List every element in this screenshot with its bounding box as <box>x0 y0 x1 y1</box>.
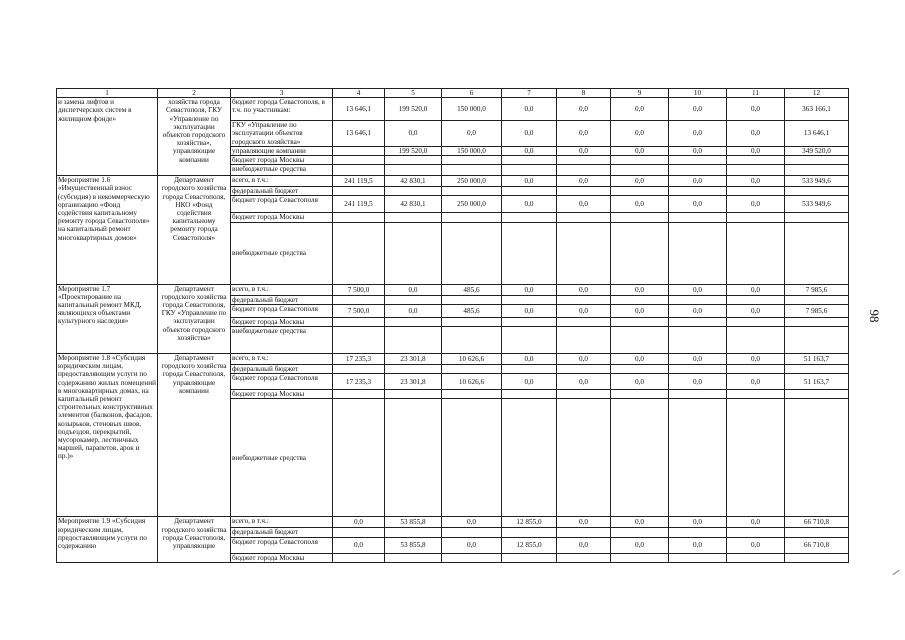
amount-cell <box>727 528 785 537</box>
amount-cell: 0,0 <box>557 304 611 317</box>
amount-cell <box>557 528 611 537</box>
executor-cell: Департамент городского хозяйства города Севастополя, ГКУ «Управление по эксплуатации объектов городского хозяйства» <box>158 284 231 353</box>
amount-cell <box>727 553 785 562</box>
amount-cell <box>727 327 785 354</box>
funding-source-cell: внебюджетные средства <box>231 165 333 176</box>
amount-cell: 485,6 <box>442 304 502 317</box>
amount-cell: 363 166,1 <box>785 98 849 121</box>
amount-cell <box>557 165 611 176</box>
amount-cell <box>669 365 727 374</box>
funding-source-cell: бюджет города Москвы <box>231 317 333 326</box>
executor-cell: Департамент городского хозяйства города Севастополя, управляющие компании <box>158 354 231 517</box>
amount-cell <box>557 327 611 354</box>
amount-cell <box>502 399 557 517</box>
amount-cell <box>611 165 669 176</box>
amount-cell: 51 163,7 <box>785 374 849 390</box>
amount-cell <box>385 213 442 222</box>
amount-cell: 0,0 <box>557 284 611 295</box>
activity-cell: Мероприятие 1.6 «Имущественный взнос (субсидия) в некоммерческую организацию «Фонд содействия капитальному ремонту города Севастополя» на капитальный ремонт многоквартирных домов» <box>57 176 158 284</box>
amount-cell: 12 855,0 <box>502 517 557 528</box>
amount-cell <box>557 222 611 284</box>
amount-cell: 0,0 <box>611 517 669 528</box>
amount-cell <box>557 187 611 196</box>
amount-cell: 199 520,0 <box>385 98 442 121</box>
amount-cell <box>611 317 669 326</box>
funding-source-cell: внебюджетные средства <box>231 222 333 284</box>
amount-cell: 533 949,6 <box>785 176 849 187</box>
column-number: 9 <box>611 89 669 98</box>
amount-cell <box>727 213 785 222</box>
activity-cell: Мероприятие 1.8 «Субсидия юридическим лицам, предоставляющим услуги по содержанию жилых помещений в многоквартирных домах, на капитальный ремонт строительных конструктивных элементов (балконов, фасадов, козырьков, стеновых швов, подъездов, перекрытий, мусорокамер, лестничных маршей, парапетов, арок и пр.)» <box>57 354 158 517</box>
amount-cell: 0,0 <box>611 98 669 121</box>
amount-cell: 0,0 <box>442 517 502 528</box>
amount-cell <box>502 222 557 284</box>
amount-cell: 0,0 <box>557 196 611 213</box>
amount-cell <box>785 399 849 517</box>
amount-cell <box>442 528 502 537</box>
column-number: 12 <box>785 89 849 98</box>
amount-cell: 0,0 <box>669 537 727 553</box>
amount-cell <box>557 156 611 165</box>
amount-cell <box>669 528 727 537</box>
amount-cell: 0,0 <box>727 354 785 365</box>
column-number: 6 <box>442 89 502 98</box>
amount-cell: 0,0 <box>669 176 727 187</box>
amount-cell <box>669 295 727 304</box>
funding-source-cell: всего, в т.ч.: <box>231 354 333 365</box>
amount-cell: 0,0 <box>727 121 785 147</box>
amount-cell: 250 000,0 <box>442 196 502 213</box>
amount-cell: 0,0 <box>669 374 727 390</box>
amount-cell: 0,0 <box>727 374 785 390</box>
amount-cell: 13 646,1 <box>785 121 849 147</box>
amount-cell: 150 000,0 <box>442 146 502 155</box>
amount-cell: 0,0 <box>611 146 669 155</box>
amount-cell: 0,0 <box>557 354 611 365</box>
amount-cell: 66 710,8 <box>785 537 849 553</box>
amount-cell <box>385 528 442 537</box>
amount-cell: 0,0 <box>385 284 442 295</box>
amount-cell <box>502 528 557 537</box>
amount-cell: 0,0 <box>557 374 611 390</box>
column-number: 10 <box>669 89 727 98</box>
amount-cell: 0,0 <box>442 537 502 553</box>
column-number: 1 <box>57 89 158 98</box>
amount-cell <box>333 222 385 284</box>
amount-cell <box>557 213 611 222</box>
amount-cell <box>557 399 611 517</box>
amount-cell <box>669 317 727 326</box>
activity-cell: Мероприятие 1.7 «Проектирование на капитальный ремонт МКД, являющихся объектами культурного наследия» <box>57 284 158 353</box>
column-number: 2 <box>158 89 231 98</box>
amount-cell: 0,0 <box>669 517 727 528</box>
amount-cell <box>669 553 727 562</box>
funding-source-cell: всего, в т.ч.: <box>231 517 333 528</box>
amount-cell <box>385 156 442 165</box>
amount-cell <box>333 317 385 326</box>
funding-source-cell: внебюджетные средства <box>231 399 333 517</box>
amount-cell: 0,0 <box>557 98 611 121</box>
amount-cell: 7 500,0 <box>333 284 385 295</box>
activity-cell: и замена лифтов и диспетчерских систем в жилищном фонде» <box>57 98 158 176</box>
amount-cell: 23 301,8 <box>385 354 442 365</box>
amount-cell: 0,0 <box>502 284 557 295</box>
amount-cell: 0,0 <box>669 121 727 147</box>
amount-cell: 0,0 <box>557 517 611 528</box>
amount-cell <box>785 295 849 304</box>
amount-cell: 0,0 <box>611 304 669 317</box>
funding-source-cell: внебюджетные средства <box>231 327 333 354</box>
amount-cell: 10 626,6 <box>442 374 502 390</box>
amount-cell: 150 000,0 <box>442 98 502 121</box>
amount-cell <box>333 399 385 517</box>
amount-cell <box>611 390 669 399</box>
amount-cell: 349 520,0 <box>785 146 849 155</box>
amount-cell <box>557 390 611 399</box>
amount-cell: 0,0 <box>727 304 785 317</box>
amount-cell: 0,0 <box>669 196 727 213</box>
table-row <box>57 284 849 295</box>
activity-cell: Мероприятие 1.9 «Субсидия юридическим лицам, предоставляющим услуги по содержанию <box>57 517 158 562</box>
amount-cell <box>785 327 849 354</box>
amount-cell <box>611 553 669 562</box>
amount-cell <box>333 390 385 399</box>
amount-cell <box>442 317 502 326</box>
amount-cell <box>385 399 442 517</box>
amount-cell: 0,0 <box>502 196 557 213</box>
table-row <box>57 98 849 121</box>
amount-cell <box>442 156 502 165</box>
amount-cell: 13 646,1 <box>333 98 385 121</box>
funding-source-cell: бюджет города Севастополя <box>231 537 333 553</box>
amount-cell <box>669 327 727 354</box>
amount-cell <box>727 165 785 176</box>
amount-cell <box>727 399 785 517</box>
amount-cell: 23 301,8 <box>385 374 442 390</box>
amount-cell <box>502 327 557 354</box>
amount-cell: 0,0 <box>385 121 442 147</box>
amount-cell <box>502 553 557 562</box>
amount-cell: 0,0 <box>502 98 557 121</box>
amount-cell: 0,0 <box>669 304 727 317</box>
amount-cell: 7 985,6 <box>785 284 849 295</box>
table-row <box>57 354 849 365</box>
amount-cell <box>442 165 502 176</box>
amount-cell <box>502 165 557 176</box>
amount-cell: 0,0 <box>611 176 669 187</box>
amount-cell <box>502 156 557 165</box>
amount-cell <box>333 528 385 537</box>
amount-cell <box>442 365 502 374</box>
amount-cell: 51 163,7 <box>785 354 849 365</box>
amount-cell: 0,0 <box>502 121 557 147</box>
amount-cell: 0,0 <box>669 98 727 121</box>
amount-cell <box>785 187 849 196</box>
amount-cell <box>333 327 385 354</box>
amount-cell: 0,0 <box>557 146 611 155</box>
amount-cell <box>385 222 442 284</box>
amount-cell: 0,0 <box>502 146 557 155</box>
amount-cell <box>333 146 385 155</box>
amount-cell <box>557 317 611 326</box>
amount-cell <box>611 222 669 284</box>
amount-cell: 250 000,0 <box>442 176 502 187</box>
funding-source-cell: бюджет города Севастополя <box>231 304 333 317</box>
column-number: 8 <box>557 89 611 98</box>
amount-cell: 0,0 <box>727 98 785 121</box>
amount-cell: 0,0 <box>727 146 785 155</box>
column-number: 7 <box>502 89 557 98</box>
page-number: 98 <box>867 309 882 323</box>
amount-cell <box>385 390 442 399</box>
amount-cell <box>385 553 442 562</box>
amount-cell: 0,0 <box>611 121 669 147</box>
amount-cell <box>727 222 785 284</box>
amount-cell <box>727 295 785 304</box>
funding-source-cell: бюджет города Севастополя, в т.ч. по участникам: <box>231 98 333 121</box>
amount-cell: 0,0 <box>502 176 557 187</box>
amount-cell: 533 949,6 <box>785 196 849 213</box>
funding-source-cell: бюджет города Москвы <box>231 553 333 562</box>
amount-cell <box>785 365 849 374</box>
executor-cell: Департамент городского хозяйства города Севастополя, управляющие <box>158 517 231 562</box>
table-body <box>57 89 849 563</box>
funding-source-cell: бюджет города Москвы <box>231 213 333 222</box>
amount-cell <box>502 365 557 374</box>
amount-cell <box>669 213 727 222</box>
amount-cell: 0,0 <box>669 354 727 365</box>
amount-cell <box>557 365 611 374</box>
amount-cell: 0,0 <box>727 176 785 187</box>
amount-cell <box>611 365 669 374</box>
amount-cell: 0,0 <box>502 374 557 390</box>
table-row <box>57 517 849 528</box>
amount-cell: 241 119,5 <box>333 176 385 187</box>
amount-cell <box>385 327 442 354</box>
amount-cell <box>385 317 442 326</box>
amount-cell: 12 855,0 <box>502 537 557 553</box>
amount-cell: 7 500,0 <box>333 304 385 317</box>
amount-cell <box>611 213 669 222</box>
column-number: 5 <box>385 89 442 98</box>
funding-source-cell: федеральный бюджет <box>231 295 333 304</box>
column-number: 3 <box>231 89 333 98</box>
amount-cell <box>611 399 669 517</box>
amount-cell <box>502 295 557 304</box>
amount-cell: 199 520,0 <box>385 146 442 155</box>
amount-cell <box>557 295 611 304</box>
amount-cell: 0,0 <box>611 196 669 213</box>
amount-cell <box>727 317 785 326</box>
amount-cell: 42 830,1 <box>385 196 442 213</box>
amount-cell: 0,0 <box>669 284 727 295</box>
amount-cell <box>442 222 502 284</box>
amount-cell <box>442 295 502 304</box>
amount-cell <box>785 528 849 537</box>
amount-cell: 0,0 <box>557 176 611 187</box>
amount-cell <box>669 165 727 176</box>
amount-cell <box>669 222 727 284</box>
amount-cell: 17 235,3 <box>333 374 385 390</box>
amount-cell <box>785 317 849 326</box>
funding-source-cell: федеральный бюджет <box>231 187 333 196</box>
funding-source-cell: бюджет города Севастополя <box>231 196 333 213</box>
amount-cell: 53 855,8 <box>385 517 442 528</box>
amount-cell: 0,0 <box>727 537 785 553</box>
amount-cell: 0,0 <box>611 354 669 365</box>
amount-cell: 53 855,8 <box>385 537 442 553</box>
amount-cell: 13 646,1 <box>333 121 385 147</box>
amount-cell: 485,6 <box>442 284 502 295</box>
amount-cell <box>502 317 557 326</box>
amount-cell <box>502 390 557 399</box>
amount-cell: 0,0 <box>611 284 669 295</box>
amount-cell <box>442 327 502 354</box>
amount-cell: 0,0 <box>333 537 385 553</box>
amount-cell <box>611 187 669 196</box>
funding-source-cell: всего, в т.ч.: <box>231 284 333 295</box>
amount-cell <box>611 295 669 304</box>
amount-cell <box>333 156 385 165</box>
amount-cell <box>442 553 502 562</box>
amount-cell <box>385 295 442 304</box>
amount-cell <box>611 156 669 165</box>
amount-cell: 0,0 <box>669 146 727 155</box>
amount-cell <box>502 213 557 222</box>
amount-cell <box>785 156 849 165</box>
amount-cell: 0,0 <box>611 374 669 390</box>
amount-cell <box>333 365 385 374</box>
amount-cell: 42 830,1 <box>385 176 442 187</box>
amount-cell: 0,0 <box>502 304 557 317</box>
amount-cell <box>785 213 849 222</box>
amount-cell <box>611 528 669 537</box>
executor-cell: Департамент городского хозяйства города Севастополя, НКО «Фонд содействия капитальному ремонту города Севастополя» <box>158 176 231 284</box>
amount-cell <box>727 365 785 374</box>
amount-cell <box>333 187 385 196</box>
amount-cell: 0,0 <box>727 517 785 528</box>
funding-source-cell: федеральный бюджет <box>231 365 333 374</box>
amount-cell: 7 985,6 <box>785 304 849 317</box>
funding-source-cell: бюджет города Севастополя <box>231 374 333 390</box>
amount-cell: 0,0 <box>502 354 557 365</box>
amount-cell: 241 119,5 <box>333 196 385 213</box>
funding-source-cell: бюджет города Москвы <box>231 156 333 165</box>
table-row <box>57 176 849 187</box>
amount-cell <box>502 187 557 196</box>
funding-source-cell: всего, в т.ч.: <box>231 176 333 187</box>
funding-source-cell: бюджет города Москвы <box>231 390 333 399</box>
amount-cell: 10 626,6 <box>442 354 502 365</box>
amount-cell <box>669 156 727 165</box>
amount-cell: 0,0 <box>611 537 669 553</box>
amount-cell <box>785 553 849 562</box>
amount-cell <box>333 295 385 304</box>
amount-cell <box>611 327 669 354</box>
funding-source-cell: федеральный бюджет <box>231 528 333 537</box>
amount-cell: 0,0 <box>557 537 611 553</box>
amount-cell <box>385 365 442 374</box>
amount-cell <box>669 390 727 399</box>
amount-cell <box>727 156 785 165</box>
amount-cell <box>669 187 727 196</box>
amount-cell: 0,0 <box>727 284 785 295</box>
amount-cell: 17 235,3 <box>333 354 385 365</box>
amount-cell: 0,0 <box>442 121 502 147</box>
amount-cell <box>333 213 385 222</box>
amount-cell <box>442 399 502 517</box>
amount-cell <box>385 165 442 176</box>
scan-artifact <box>892 570 899 575</box>
budget-table <box>56 88 849 563</box>
amount-cell <box>333 553 385 562</box>
funding-source-cell: ГКУ «Управление по эксплуатации объектов городского хозяйства» <box>231 121 333 147</box>
column-number: 4 <box>333 89 385 98</box>
amount-cell <box>442 213 502 222</box>
amount-cell <box>727 187 785 196</box>
column-number-row <box>57 89 849 98</box>
executor-cell: хозяйства города Севастополя, ГКУ «Управление по эксплуатации объектов городского хозяйства», управляющие компании <box>158 98 231 176</box>
amount-cell <box>785 165 849 176</box>
amount-cell: 66 710,8 <box>785 517 849 528</box>
amount-cell: 0,0 <box>727 196 785 213</box>
amount-cell: 0,0 <box>333 517 385 528</box>
amount-cell <box>785 222 849 284</box>
amount-cell <box>669 399 727 517</box>
amount-cell <box>442 390 502 399</box>
funding-source-cell: управляющие компании <box>231 146 333 155</box>
amount-cell <box>442 187 502 196</box>
amount-cell <box>727 390 785 399</box>
amount-cell <box>557 553 611 562</box>
column-number: 11 <box>727 89 785 98</box>
amount-cell <box>385 187 442 196</box>
amount-cell <box>785 390 849 399</box>
amount-cell: 0,0 <box>385 304 442 317</box>
amount-cell <box>333 165 385 176</box>
amount-cell: 0,0 <box>557 121 611 147</box>
